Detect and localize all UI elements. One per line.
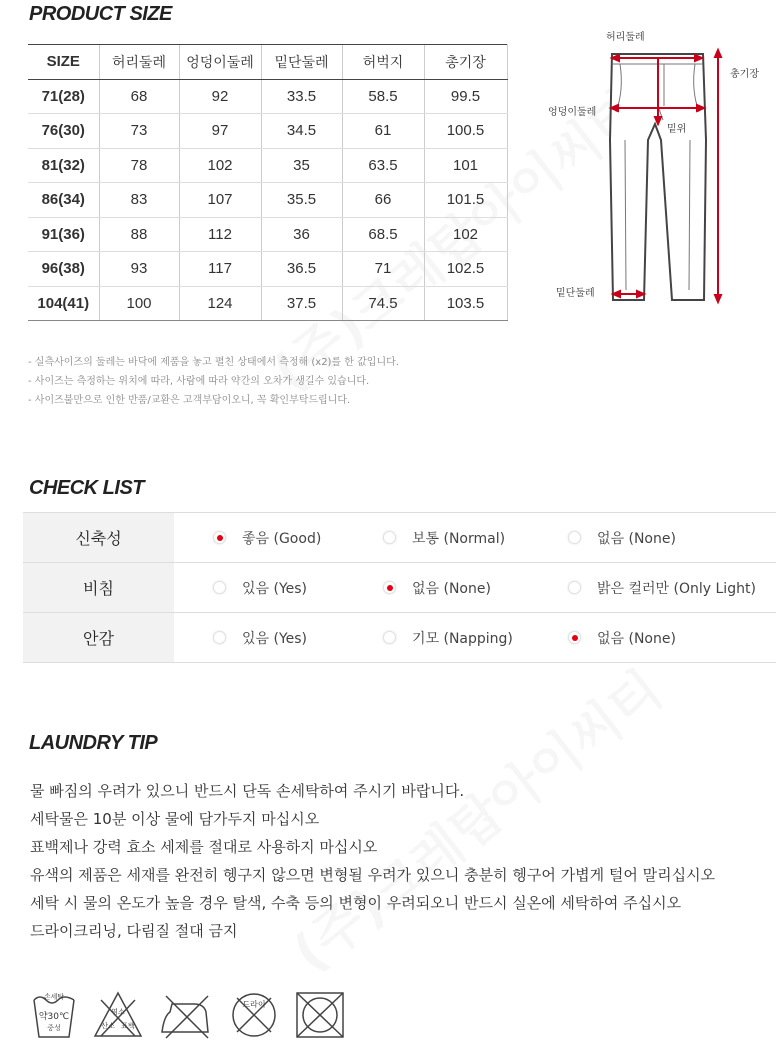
laundry-tip-line: 물 빠짐의 우려가 있으니 반드시 단독 손세탁하여 주시기 바랍니다. xyxy=(30,782,465,800)
size-value-cell: 93 xyxy=(99,252,179,287)
radio-selected-icon[interactable] xyxy=(213,531,226,544)
check-option[interactable] xyxy=(568,578,756,598)
product-size-title: PRODUCT SIZE xyxy=(29,3,172,25)
size-notes xyxy=(28,353,399,410)
size-value-cell: 35.5 xyxy=(261,183,342,218)
laundry-tip-line: 드라이크리닝, 다림질 절대 금지 xyxy=(30,922,238,940)
size-value-cell: 74.5 xyxy=(342,286,424,321)
check-option-label: 밝은 컬러만 (Only Light) xyxy=(597,580,756,597)
laundry-tip-line: 세탁물은 10분 이상 물에 담가두지 마십시오 xyxy=(30,810,320,828)
size-value-cell: 33.5 xyxy=(261,79,342,114)
size-value-cell: 88 xyxy=(99,217,179,252)
check-list-options xyxy=(174,513,776,563)
check-option-label: 기모 (Napping) xyxy=(412,630,513,647)
size-note: - 사이즈불만으로 인한 반품/교환은 고객부담이오니, 꼭 확인부탁드립니다. xyxy=(28,395,351,406)
check-option[interactable] xyxy=(213,578,307,598)
size-value-cell: 101.5 xyxy=(424,183,507,218)
size-label-cell: 91(36) xyxy=(28,217,99,252)
size-value-cell: 103.5 xyxy=(424,286,507,321)
size-label-cell: 81(32) xyxy=(28,148,99,183)
check-option[interactable] xyxy=(383,628,513,648)
size-note: - 사이즈는 측정하는 위치에 따라, 사람에 따라 약간의 오차가 생길수 있습니다. xyxy=(28,376,370,387)
size-value-cell: 34.5 xyxy=(261,114,342,149)
check-list-row-label: 안감 xyxy=(23,613,174,663)
size-value-cell: 36.5 xyxy=(261,252,342,287)
check-option-label: 없음 (None) xyxy=(412,580,491,597)
hand-wash-top-text: 손세탁 xyxy=(43,993,65,1001)
radio-empty-icon[interactable] xyxy=(213,581,226,594)
size-value-cell: 102.5 xyxy=(424,252,507,287)
check-option-label: 있음 (Yes) xyxy=(242,630,308,647)
size-value-cell: 99.5 xyxy=(424,79,507,114)
radio-empty-icon[interactable] xyxy=(568,531,581,544)
diagram-label-hip: 엉덩이둘레 xyxy=(548,107,597,118)
check-option-label: 없음 (None) xyxy=(597,630,676,647)
size-value-cell: 73 xyxy=(99,114,179,149)
check-option[interactable] xyxy=(568,528,676,548)
care-icons xyxy=(30,990,346,1040)
diagram-label-waist: 허리둘레 xyxy=(606,32,645,43)
no-bleach-icon xyxy=(93,990,143,1040)
size-table-row xyxy=(28,286,507,321)
size-value-cell: 63.5 xyxy=(342,148,424,183)
laundry-tips xyxy=(30,777,715,945)
size-value-cell: 100 xyxy=(99,286,179,321)
size-note: - 실측사이즈의 둘레는 바닥에 제품을 놓고 펼친 상태에서 측정해 (x2)를 한 값입니다. xyxy=(28,357,399,368)
size-table-row xyxy=(28,148,507,183)
check-option[interactable] xyxy=(383,528,505,548)
laundry-tip-line: 유색의 제품은 세재를 완전히 헹구지 않으면 변형될 우려가 있으니 충분히 헹구어 가볍게 털어 말리십시오 xyxy=(30,866,716,884)
no-dry-clean-text: 드라이 xyxy=(242,1000,266,1009)
size-label-cell: 96(38) xyxy=(28,252,99,287)
size-table-row xyxy=(28,217,507,252)
no-dry-clean-icon xyxy=(229,990,279,1040)
check-list-row-label: 신축성 xyxy=(23,513,174,563)
size-value-cell: 100.5 xyxy=(424,114,507,149)
laundry-tip-title: LAUNDRY TIP xyxy=(29,732,158,754)
laundry-tip-line: 세탁 시 물의 온도가 높을 경우 탈색, 수축 등의 변형이 우려되오니 반드시 실온에 세탁하여 주십시오 xyxy=(30,894,682,912)
check-list-table xyxy=(23,512,776,663)
size-value-cell: 35 xyxy=(261,148,342,183)
hand-wash-bottom-text: 중성 xyxy=(47,1024,61,1032)
size-value-cell: 36 xyxy=(261,217,342,252)
radio-empty-icon[interactable] xyxy=(568,581,581,594)
radio-selected-icon[interactable] xyxy=(383,581,396,594)
size-value-cell: 112 xyxy=(179,217,261,252)
header-hip: 엉덩이둘레 xyxy=(179,45,261,80)
hand-wash-temp-text: 약30℃ xyxy=(38,1012,70,1022)
size-label-cell: 76(30) xyxy=(28,114,99,149)
size-label-cell: 86(34) xyxy=(28,183,99,218)
check-list-row xyxy=(23,613,776,663)
size-value-cell: 68 xyxy=(99,79,179,114)
check-option[interactable] xyxy=(568,628,676,648)
radio-empty-icon[interactable] xyxy=(383,531,396,544)
no-tumble-dry-icon xyxy=(294,990,346,1040)
diagram-label-rise: 밑위 xyxy=(667,124,687,135)
check-option[interactable] xyxy=(383,578,491,598)
header-thigh: 허벅지 xyxy=(342,45,424,80)
header-size: SIZE xyxy=(28,45,99,80)
laundry-tip-line: 표백제나 강력 효소 세제를 절대로 사용하지 마십시오 xyxy=(30,838,378,856)
size-label-cell: 104(41) xyxy=(28,286,99,321)
check-list-row xyxy=(23,563,776,613)
header-hem: 밑단둘레 xyxy=(261,45,342,80)
size-label-cell: 71(28) xyxy=(28,79,99,114)
radio-empty-icon[interactable] xyxy=(213,631,226,644)
no-iron-icon xyxy=(158,990,214,1040)
size-table-header-row xyxy=(28,45,507,80)
check-list-title: CHECK LIST xyxy=(29,477,144,499)
size-value-cell: 66 xyxy=(342,183,424,218)
size-table-row xyxy=(28,79,507,114)
size-value-cell: 102 xyxy=(179,148,261,183)
diagram-label-length: 총기장 xyxy=(730,69,759,80)
size-value-cell: 68.5 xyxy=(342,217,424,252)
size-value-cell: 83 xyxy=(99,183,179,218)
size-table xyxy=(28,44,508,321)
check-list-row xyxy=(23,513,776,563)
size-table-row xyxy=(28,114,507,149)
no-bleach-right-text: 표백 xyxy=(121,1022,135,1030)
hand-wash-icon xyxy=(30,990,78,1040)
pants-diagram xyxy=(540,20,770,320)
no-bleach-top-text: 염소 xyxy=(111,1008,125,1016)
size-value-cell: 97 xyxy=(179,114,261,149)
size-value-cell: 117 xyxy=(179,252,261,287)
size-value-cell: 101 xyxy=(424,148,507,183)
check-option[interactable] xyxy=(213,628,307,648)
check-option-label: 보통 (Normal) xyxy=(412,530,506,547)
size-table-row xyxy=(28,252,507,287)
size-value-cell: 107 xyxy=(179,183,261,218)
size-value-cell: 92 xyxy=(179,79,261,114)
size-value-cell: 61 xyxy=(342,114,424,149)
size-value-cell: 124 xyxy=(179,286,261,321)
diagram-label-hem: 밑단둘레 xyxy=(556,288,595,299)
check-option-label: 있음 (Yes) xyxy=(242,580,308,597)
size-value-cell: 71 xyxy=(342,252,424,287)
size-value-cell: 37.5 xyxy=(261,286,342,321)
check-list-options xyxy=(174,613,776,663)
header-length: 총기장 xyxy=(424,45,507,80)
check-option-label: 좋음 (Good) xyxy=(242,530,322,547)
size-value-cell: 78 xyxy=(99,148,179,183)
check-list-options xyxy=(174,563,776,613)
size-value-cell: 58.5 xyxy=(342,79,424,114)
header-waist: 허리둘레 xyxy=(99,45,179,80)
size-value-cell: 102 xyxy=(424,217,507,252)
check-option[interactable] xyxy=(213,528,321,548)
check-option-label: 없음 (None) xyxy=(597,530,676,547)
no-bleach-left-text: 산소 xyxy=(101,1022,115,1030)
check-list-row-label: 비침 xyxy=(23,563,174,613)
size-table-row xyxy=(28,183,507,218)
radio-selected-icon[interactable] xyxy=(568,631,581,644)
radio-empty-icon[interactable] xyxy=(383,631,396,644)
